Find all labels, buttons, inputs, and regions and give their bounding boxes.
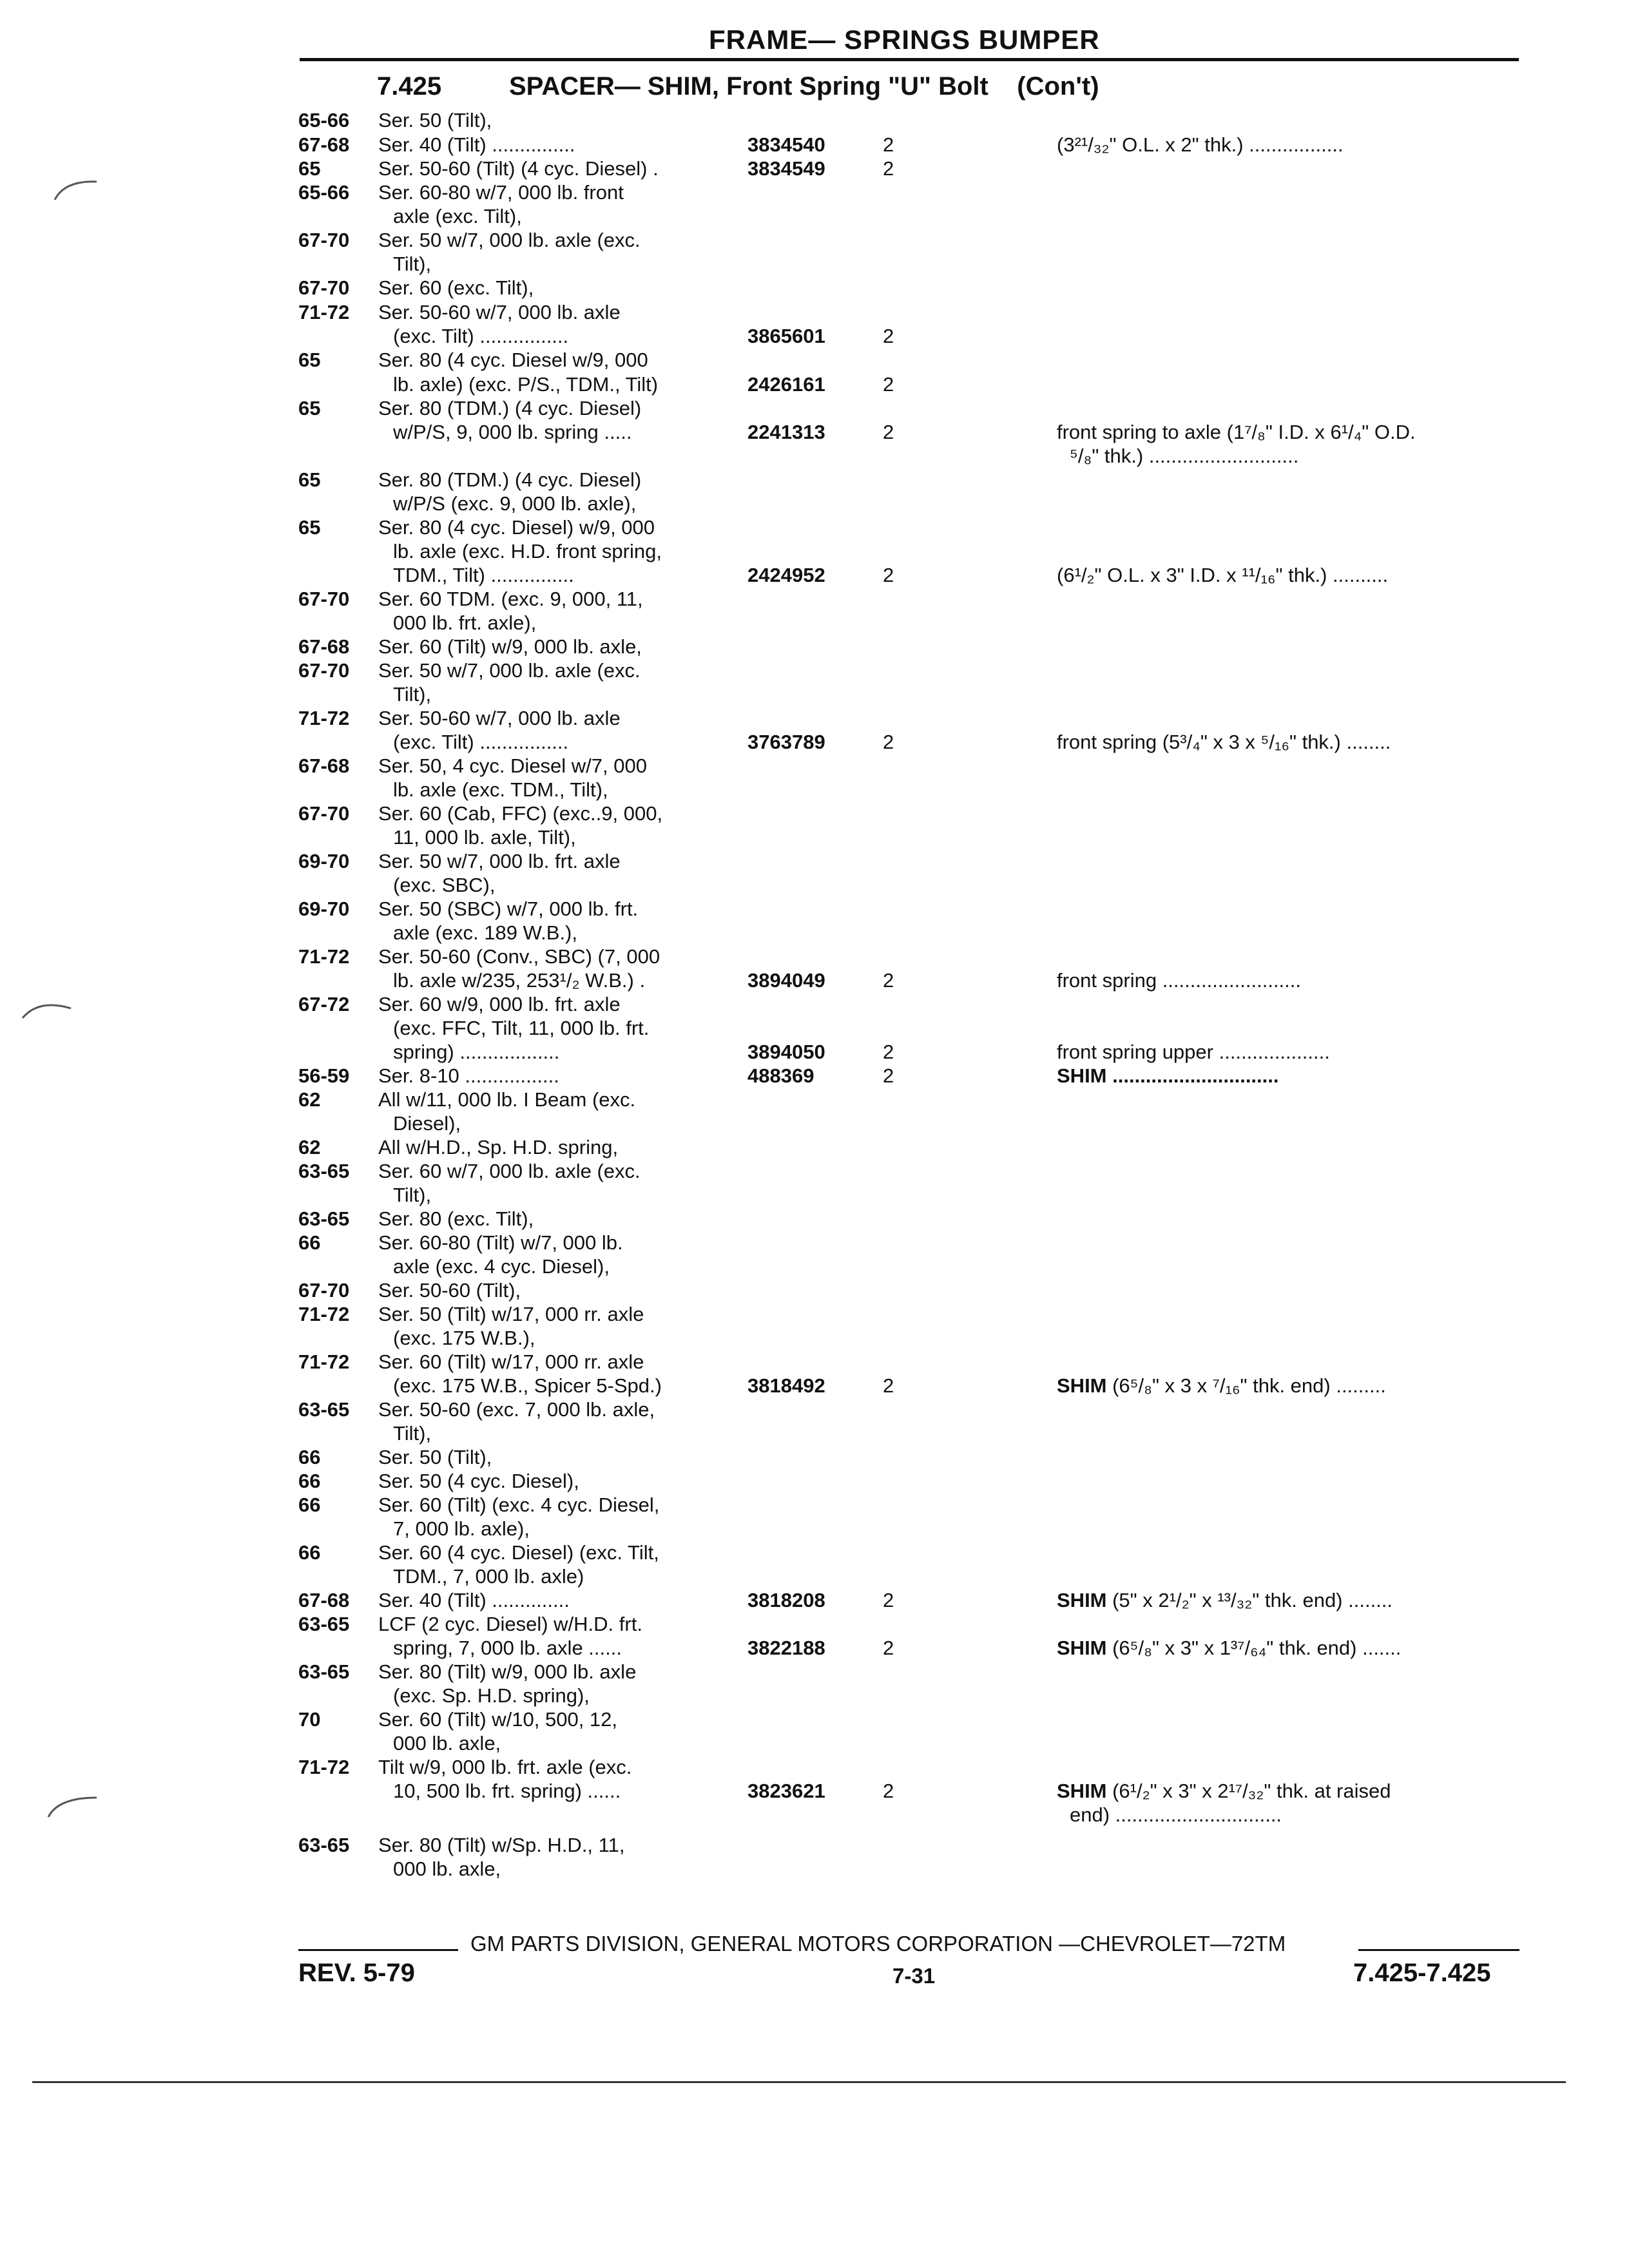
model-years: 65 <box>298 516 321 539</box>
model-years: 63-65 <box>298 1613 350 1635</box>
application-text: Ser. 50 w/7, 000 lb. axle (exc. <box>378 659 641 682</box>
model-years: 63-65 <box>298 1834 350 1856</box>
application-text: Ser. 8-10 ................. <box>378 1064 559 1087</box>
application-text-continued: 000 lb. frt. axle), <box>393 611 537 634</box>
application-text: Ser. 80 (exc. Tilt), <box>378 1207 534 1230</box>
part-description: SHIM (5" x 2¹/₂" x ¹³/₃₂" thk. end) ........ <box>1057 1589 1393 1611</box>
bottom-rule <box>32 2081 1566 2083</box>
application-text-continued: w/P/S (exc. 9, 000 lb. axle), <box>393 492 637 515</box>
application-text: Ser. 50 (Tilt) w/17, 000 rr. axle <box>378 1303 644 1325</box>
model-years: 71-72 <box>298 1303 350 1325</box>
part-number: 3818208 <box>747 1589 825 1611</box>
application-text-continued: Tilt), <box>393 1184 432 1206</box>
quantity: 2 <box>883 157 894 180</box>
footer-rule-left <box>298 1949 458 1951</box>
part-description: front spring (5³/₄" x 3 x ⁵/₁₆" thk.) ........ <box>1057 731 1391 753</box>
application-text: Ser. 60 (4 cyc. Diesel) (exc. Tilt, <box>378 1541 659 1564</box>
binder-mark <box>52 174 103 206</box>
model-years: 66 <box>298 1494 321 1516</box>
application-text-continued: 7, 000 lb. axle), <box>393 1517 530 1540</box>
model-years: 71-72 <box>298 707 350 729</box>
application-text: Ser. 50 (SBC) w/7, 000 lb. frt. <box>378 898 639 920</box>
binder-mark <box>45 1785 103 1823</box>
application-text-continued: TDM., 7, 000 lb. axle) <box>393 1565 584 1588</box>
quantity: 2 <box>883 133 894 156</box>
part-number: 2426161 <box>747 373 825 396</box>
quantity: 2 <box>883 1637 894 1659</box>
model-years: 63-65 <box>298 1660 350 1683</box>
application-text-continued: 10, 500 lb. frt. spring) ...... <box>393 1780 621 1802</box>
application-text-continued: lb. axle w/235, 253¹/₂ W.B.) . <box>393 969 646 992</box>
model-years: 70 <box>298 1708 321 1731</box>
model-years: 67-70 <box>298 276 350 299</box>
model-years: 67-72 <box>298 993 350 1015</box>
model-years: 67-70 <box>298 659 350 682</box>
footer-rule-right <box>1358 1949 1519 1951</box>
application-text: Ser. 50-60 (Tilt), <box>378 1279 521 1302</box>
application-text-continued: Diesel), <box>393 1112 461 1135</box>
model-years: 62 <box>298 1136 321 1158</box>
application-text: Ser. 60-80 (Tilt) w/7, 000 lb. <box>378 1231 623 1254</box>
application-text: Ser. 80 (4 cyc. Diesel w/9, 000 <box>378 349 648 371</box>
application-text-continued: (exc. Sp. H.D. spring), <box>393 1684 590 1707</box>
application-text: Ser. 50-60 (Conv., SBC) (7, 000 <box>378 945 660 968</box>
model-years: 67-68 <box>298 754 350 777</box>
part-description: front spring to axle (1⁷/₈" I.D. x 6¹/₄" O.D. <box>1057 421 1416 443</box>
model-years: 69-70 <box>298 850 350 872</box>
application-text-continued: axle (exc. 189 W.B.), <box>393 921 577 944</box>
application-text: Ser. 50-60 w/7, 000 lb. axle <box>378 707 621 729</box>
section-title: SPACER— SHIM, Front Spring "U" Bolt (Con't) <box>509 72 1099 101</box>
application-text-continued: spring) .................. <box>393 1041 560 1063</box>
part-description: (6¹/₂" O.L. x 3" I.D. x ¹¹/₁₆" thk.) .......... <box>1057 564 1389 586</box>
application-text-continued: axle (exc. 4 cyc. Diesel), <box>393 1255 610 1278</box>
part-number: 3823621 <box>747 1780 825 1802</box>
model-years: 65 <box>298 157 321 180</box>
application-text-continued: lb. axle (exc. TDM., Tilt), <box>393 778 608 801</box>
application-text-continued: 000 lb. axle, <box>393 1858 501 1880</box>
quantity: 2 <box>883 731 894 753</box>
revision-label: REV. 5-79 <box>298 1959 415 1987</box>
application-text: Ser. 50, 4 cyc. Diesel w/7, 000 <box>378 754 647 777</box>
model-years: 56-59 <box>298 1064 350 1087</box>
model-years: 71-72 <box>298 945 350 968</box>
application-text: Ser. 50 w/7, 000 lb. frt. axle <box>378 850 621 872</box>
model-years: 66 <box>298 1470 321 1492</box>
application-text-continued: (exc. 175 W.B., Spicer 5-Spd.) <box>393 1374 662 1397</box>
model-years: 63-65 <box>298 1398 350 1421</box>
part-number: 3818492 <box>747 1374 825 1397</box>
application-text: Ser. 80 (4 cyc. Diesel) w/9, 000 <box>378 516 655 539</box>
model-years: 65-66 <box>298 181 350 204</box>
page-number: 7-31 <box>892 1964 936 1988</box>
model-years: 65 <box>298 349 321 371</box>
section-number: 7.425 <box>377 72 442 101</box>
header-rule <box>300 58 1519 61</box>
model-years: 67-68 <box>298 1589 350 1611</box>
application-text: LCF (2 cyc. Diesel) w/H.D. frt. <box>378 1613 642 1635</box>
quantity: 2 <box>883 1374 894 1397</box>
quantity: 2 <box>883 1780 894 1802</box>
application-text: Ser. 60 TDM. (exc. 9, 000, 11, <box>378 588 643 610</box>
part-number: 3822188 <box>747 1637 825 1659</box>
model-years: 67-68 <box>298 635 350 658</box>
application-text: Tilt w/9, 000 lb. frt. axle (exc. <box>378 1756 632 1778</box>
application-text: Ser. 50-60 w/7, 000 lb. axle <box>378 301 621 323</box>
application-text-continued: 000 lb. axle, <box>393 1732 501 1754</box>
application-text: Ser. 50-60 (exc. 7, 000 lb. axle, <box>378 1398 655 1421</box>
model-years: 66 <box>298 1446 321 1468</box>
page-header-title: FRAME— SPRINGS BUMPER <box>709 24 1100 55</box>
part-description: (3²¹/₃₂" O.L. x 2" thk.) ................. <box>1057 133 1344 156</box>
quantity: 2 <box>883 564 894 586</box>
model-years: 69-70 <box>298 898 350 920</box>
application-text: Ser. 40 (Tilt) ............... <box>378 133 575 156</box>
model-years: 67-70 <box>298 1279 350 1302</box>
part-description: front spring upper .................... <box>1057 1041 1330 1063</box>
footer-corporation: GM PARTS DIVISION, GENERAL MOTORS CORPORATION —CHEVROLET—72TM <box>470 1932 1286 1956</box>
model-years: 71-72 <box>298 1350 350 1373</box>
application-text: Ser. 80 (Tilt) w/9, 000 lb. axle <box>378 1660 637 1683</box>
application-text-continued: Tilt), <box>393 683 432 706</box>
section-reference: 7.425-7.425 <box>1353 1959 1491 1987</box>
application-text: Ser. 80 (TDM.) (4 cyc. Diesel) <box>378 397 642 419</box>
part-description-continued: end) .............................. <box>1070 1803 1282 1826</box>
application-text-continued: (exc. SBC), <box>393 874 496 896</box>
model-years: 67-70 <box>298 802 350 825</box>
binder-mark <box>19 995 77 1028</box>
part-number: 3763789 <box>747 731 825 753</box>
application-text: Ser. 60 (Tilt) (exc. 4 cyc. Diesel, <box>378 1494 660 1516</box>
model-years: 63-65 <box>298 1207 350 1230</box>
application-text: Ser. 60 (Tilt) w/9, 000 lb. axle, <box>378 635 642 658</box>
quantity: 2 <box>883 421 894 443</box>
application-text: Ser. 50 w/7, 000 lb. axle (exc. <box>378 229 641 251</box>
application-text: Ser. 60 (exc. Tilt), <box>378 276 534 299</box>
quantity: 2 <box>883 1064 894 1087</box>
application-text-continued: axle (exc. Tilt), <box>393 205 522 227</box>
application-text: Ser. 60-80 w/7, 000 lb. front <box>378 181 624 204</box>
part-number: 3865601 <box>747 325 825 347</box>
application-text-continued: lb. axle) (exc. P/S., TDM., Tilt) <box>393 373 659 396</box>
quantity: 2 <box>883 1589 894 1611</box>
application-text: Ser. 60 (Tilt) w/17, 000 rr. axle <box>378 1350 644 1373</box>
application-text: All w/11, 000 lb. I Beam (exc. <box>378 1088 636 1111</box>
application-text: Ser. 80 (TDM.) (4 cyc. Diesel) <box>378 468 642 491</box>
application-text-continued: spring, 7, 000 lb. axle ...... <box>393 1637 622 1659</box>
model-years: 67-70 <box>298 229 350 251</box>
part-number: 3894050 <box>747 1041 825 1063</box>
quantity: 2 <box>883 1041 894 1063</box>
application-text: Ser. 50-60 (Tilt) (4 cyc. Diesel) . <box>378 157 659 180</box>
application-text-continued: Tilt), <box>393 253 432 275</box>
quantity: 2 <box>883 325 894 347</box>
part-description: SHIM .............................. <box>1057 1064 1279 1087</box>
part-number: 2241313 <box>747 421 825 443</box>
part-description: SHIM (6¹/₂" x 3" x 2¹⁷/₃₂" thk. at raised <box>1057 1780 1391 1802</box>
application-text-continued: (exc. Tilt) ................ <box>393 325 569 347</box>
model-years: 65-66 <box>298 109 350 131</box>
application-text: Ser. 80 (Tilt) w/Sp. H.D., 11, <box>378 1834 625 1856</box>
application-text-continued: w/P/S, 9, 000 lb. spring ..... <box>393 421 632 443</box>
application-text: Ser. 50 (Tilt), <box>378 1446 492 1468</box>
application-text: Ser. 40 (Tilt) .............. <box>378 1589 570 1611</box>
application-text: All w/H.D., Sp. H.D. spring, <box>378 1136 619 1158</box>
part-number: 3894049 <box>747 969 825 992</box>
application-text-continued: lb. axle (exc. H.D. front spring, <box>393 540 662 562</box>
application-text-continued: Tilt), <box>393 1422 432 1445</box>
model-years: 67-68 <box>298 133 350 156</box>
application-text-continued: (exc. Tilt) ................ <box>393 731 569 753</box>
application-text: Ser. 60 w/7, 000 lb. axle (exc. <box>378 1160 641 1182</box>
application-text: Ser. 50 (4 cyc. Diesel), <box>378 1470 579 1492</box>
part-number: 2424952 <box>747 564 825 586</box>
model-years: 62 <box>298 1088 321 1111</box>
application-text: Ser. 60 (Tilt) w/10, 500, 12, <box>378 1708 618 1731</box>
application-text: Ser. 60 w/9, 000 lb. frt. axle <box>378 993 621 1015</box>
quantity: 2 <box>883 969 894 992</box>
model-years: 65 <box>298 468 321 491</box>
model-years: 71-72 <box>298 301 350 323</box>
model-years: 66 <box>298 1231 321 1254</box>
model-years: 71-72 <box>298 1756 350 1778</box>
part-number: 3834549 <box>747 157 825 180</box>
application-text: Ser. 60 (Cab, FFC) (exc..9, 000, <box>378 802 663 825</box>
part-description: front spring ......................... <box>1057 969 1302 992</box>
application-text: Ser. 50 (Tilt), <box>378 109 492 131</box>
quantity: 2 <box>883 373 894 396</box>
part-number: 3834540 <box>747 133 825 156</box>
application-text-continued: (exc. FFC, Tilt, 11, 000 lb. frt. <box>393 1017 650 1039</box>
part-description-continued: ⁵/₈" thk.) ........................... <box>1070 445 1299 467</box>
part-description: SHIM (6⁵/₈" x 3 x ⁷/₁₆" thk. end) ......... <box>1057 1374 1386 1397</box>
application-text-continued: (exc. 175 W.B.), <box>393 1327 535 1349</box>
application-text-continued: 11, 000 lb. axle, Tilt), <box>393 826 576 849</box>
model-years: 66 <box>298 1541 321 1564</box>
part-description: SHIM (6⁵/₈" x 3" x 1³⁷/₆₄" thk. end) ....... <box>1057 1637 1402 1659</box>
application-text-continued: TDM., Tilt) ............... <box>393 564 574 586</box>
model-years: 65 <box>298 397 321 419</box>
part-number: 488369 <box>747 1064 815 1087</box>
model-years: 67-70 <box>298 588 350 610</box>
model-years: 63-65 <box>298 1160 350 1182</box>
